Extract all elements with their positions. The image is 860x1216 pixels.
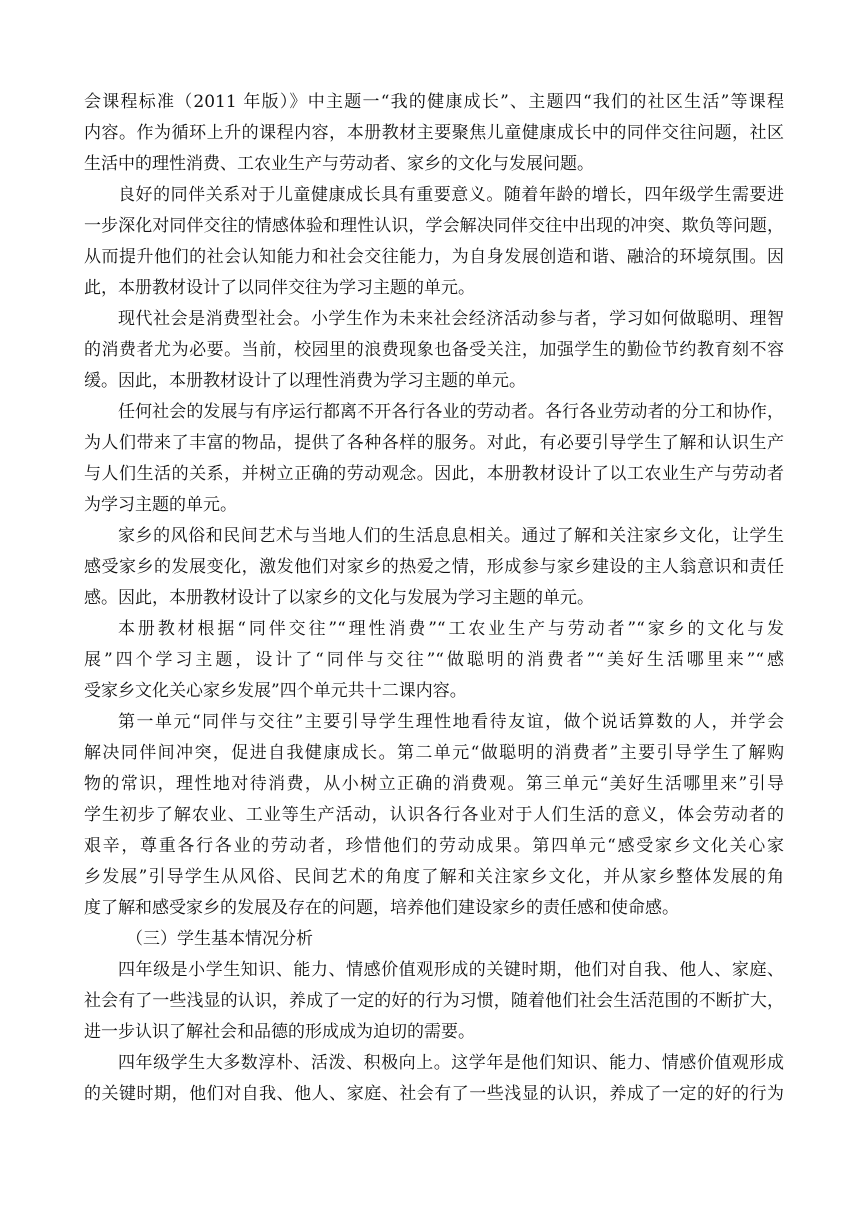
text-line: 从而提升他们的社会认知能力和社会交往能力，为自身发展创造和谐、融洽的环境氛围。因 xyxy=(84,247,784,267)
text-line: 的消费者尤为必要。当前，校园里的浪费现象也备受关注，加强学生的勤俭节约教育刻不容 xyxy=(84,340,784,360)
paragraph-first-line: 四年级是小学生知识、能力、情感价值观形成的关键时期，他们对自我、他人、家庭、 xyxy=(118,960,784,980)
text-line: 感受家乡的发展变化，激发他们对家乡的热爱之情，形成参与家乡建设的主人翁意识和责任 xyxy=(84,557,784,577)
paragraph-first-line: 第一单元“同伴与交往”主要引导学生理性地看待友谊，做个说话算数的人，并学会 xyxy=(118,712,784,732)
text-line: 内容。作为循环上升的课程内容，本册教材主要聚焦儿童健康成长中的同伴交往问题，社区 xyxy=(84,123,784,143)
text-line: 解决同伴间冲突，促进自我健康成长。第二单元“做聪明的消费者”主要引导学生了解购 xyxy=(84,743,784,763)
text-line: 为学习主题的单元。 xyxy=(84,495,237,515)
text-line: 展”四个学习主题，设计了“同伴与交往”“做聪明的消费者”“美好生活哪里来”“感 xyxy=(84,650,784,670)
text-line: 缓。因此，本册教材设计了以理性消费为学习主题的单元。 xyxy=(84,371,526,391)
paragraph-first-line: 四年级学生大多数淳朴、活泼、积极向上。这学年是他们知识、能力、情感价值观形成 xyxy=(118,1053,784,1073)
section-heading: （三）学生基本情况分析 xyxy=(126,929,313,949)
paragraph-first-line: 本册教材根据“同伴交往”“理性消费”“工农业生产与劳动者”“家乡的文化与发 xyxy=(118,619,784,639)
text-line: 乡发展”引导学生从风俗、民间艺术的角度了解和关注家乡文化，并从家乡整体发展的角 xyxy=(84,867,784,887)
text-line: 一步深化对同伴交往的情感体验和理性认识，学会解决同伴交往中出现的冲突、欺负等问题， xyxy=(84,216,784,236)
text-line: 生活中的理性消费、工农业生产与劳动者、家乡的文化与发展问题。 xyxy=(84,154,594,174)
text-line: 感。因此，本册教材设计了以家乡的文化与发展为学习主题的单元。 xyxy=(84,588,594,608)
text-line: 进一步认识了解社会和品德的形成成为迫切的需要。 xyxy=(84,1022,475,1042)
text-line: 为人们带来了丰富的物品，提供了各种各样的服务。对此，有必要引导学生了解和认识生产 xyxy=(84,433,784,453)
document-body xyxy=(84,87,784,1110)
text-line: 受家乡文化关心家乡发展”四个单元共十二课内容。 xyxy=(84,681,467,701)
text-line: 此，本册教材设计了以同伴交往为学习主题的单元。 xyxy=(84,278,475,298)
text-line: 学生初步了解农业、工业等生产活动，认识各行各业对于人们生活的意义，体会劳动者的 xyxy=(84,805,784,825)
text-line: 的关键时期，他们对自我、他人、家庭、社会有了一些浅显的认识，养成了一定的好的行为 xyxy=(84,1084,784,1104)
text-line: 艰辛，尊重各行各业的劳动者，珍惜他们的劳动成果。第四单元“感受家乡文化关心家 xyxy=(84,836,784,856)
text-line: 会课程标准（2011 年版）》中主题一“我的健康成长”、主题四“我们的社区生活”等课程 xyxy=(84,92,784,112)
paragraph-first-line: 良好的同伴关系对于儿童健康成长具有重要意义。随着年龄的增长，四年级学生需要进 xyxy=(118,185,784,205)
paragraph-first-line: 家乡的风俗和民间艺术与当地人们的生活息息相关。通过了解和关注家乡文化，让学生 xyxy=(118,526,784,546)
text-line: 社会有了一些浅显的认识，养成了一定的好的行为习惯，随着他们社会生活范围的不断扩大， xyxy=(84,991,784,1011)
text-line: 物的常识，理性地对待消费，从小树立正确的消费观。第三单元“美好生活哪里来”引导 xyxy=(84,774,784,794)
paragraph-first-line: 任何社会的发展与有序运行都离不开各行各业的劳动者。各行各业劳动者的分工和协作， xyxy=(118,402,784,422)
text-line: 度了解和感受家乡的发展及存在的问题，培养他们建设家乡的责任感和使命感。 xyxy=(84,898,679,918)
text-line: 与人们生活的关系，并树立正确的劳动观念。因此，本册教材设计了以工农业生产与劳动者 xyxy=(84,464,784,484)
paragraph-first-line: 现代社会是消费型社会。小学生作为未来社会经济活动参与者，学习如何做聪明、理智 xyxy=(118,309,784,329)
